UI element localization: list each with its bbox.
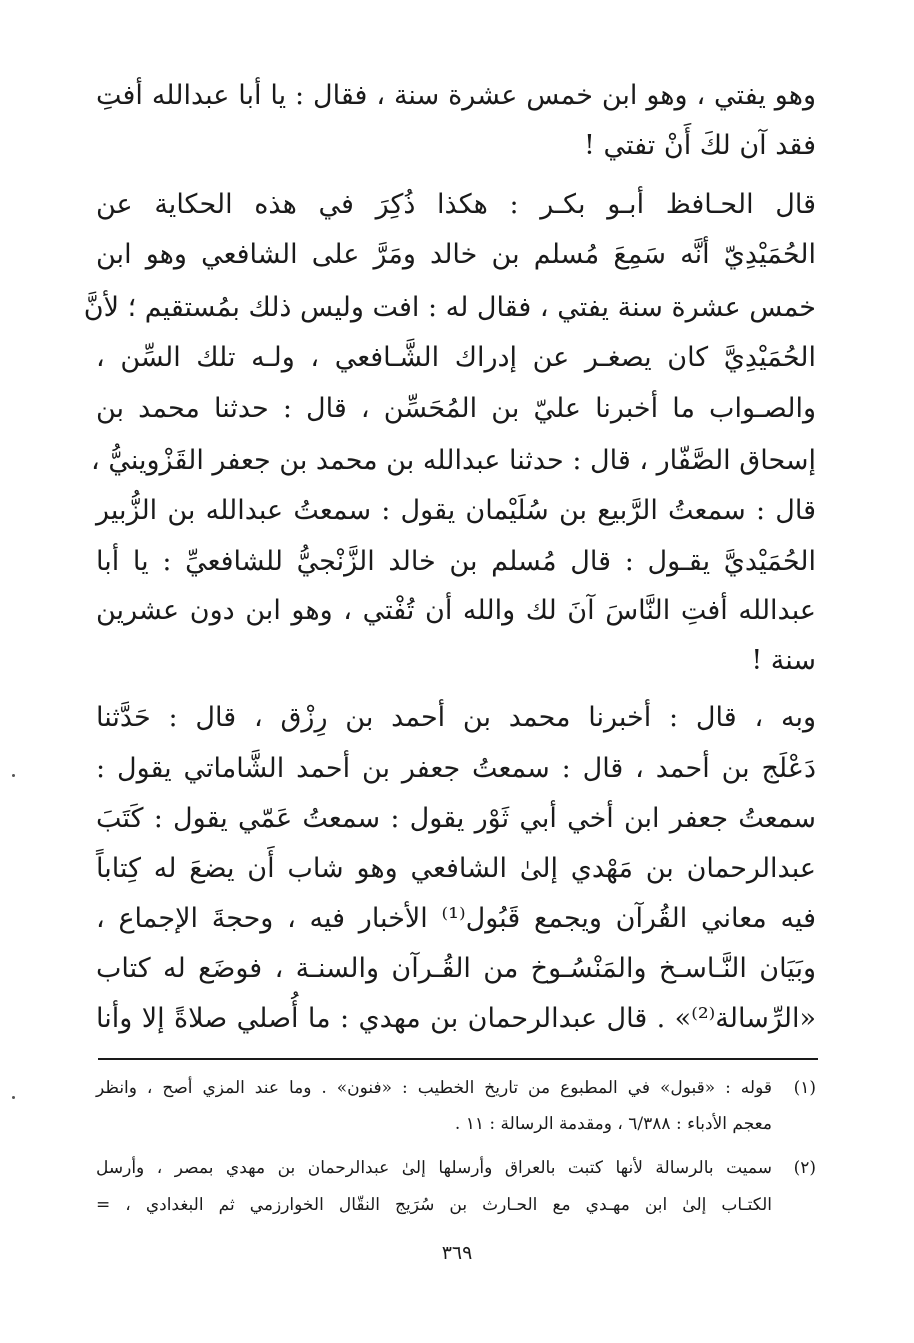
text-line: والصـواب ما أخبرنا عليّ بن المُحَسِّن ، قال : حدثنا محمد بن: [96, 393, 816, 424]
text-line: دَعْلَج بن أحمد ، قال : سمعتُ جعفر بن أحمد الشَّاماتي يقول :: [96, 753, 816, 784]
footnote-separator: [98, 1058, 818, 1060]
text-line: وهو يفتي ، وهو ابن خمس عشرة سنة ، فقال : يا أبا عبدالله أفتِ: [96, 80, 816, 111]
scan-speck: [12, 1096, 15, 1099]
footnote-line: الكتـاب إلىٰ ابن مهـدي مع الحـارث بن سُرَيج النقّال الخوارزمي ثم البغدادي ، =: [96, 1195, 772, 1215]
footnote-line: قوله : «قبول» في المطبوع من تاريخ الخطيب : «فنون» . وما عند المزي أصح ، وانظر: [96, 1078, 772, 1098]
scan-speck: [12, 774, 15, 777]
text-line: فيه معاني القُرآن ويجمع قَبُول⁽¹⁾ الأخبار فيه ، وحجةَ الإجماع ،: [96, 903, 816, 934]
text-line: «الرِّسالة⁽²⁾» . قال عبدالرحمان بن مهدي : ما أُصلي صلاةً إلا وأنا: [96, 1003, 816, 1034]
text-line: وبه ، قال : أخبرنا محمد بن أحمد بن رِزْق ، قال : حَدَّثنا: [96, 702, 816, 733]
footnote-line: سميت بالرسالة لأنها كتبت بالعراق وأرسلها إلىٰ عبدالرحمان بن مهدي بمصر ، وأرسل: [96, 1158, 772, 1178]
text-line: سمعتُ جعفر ابن أخي أبي ثَوْر يقول : سمعتُ عَمّي يقول : كَتَبَ: [96, 803, 816, 834]
text-line: فقد آن لكَ أَنْ تفتي !: [584, 130, 816, 161]
text-line: خمس عشرة سنة يفتي ، فقال له : افت وليس ذلك بمُستقيم ؛ لأنَّ: [83, 292, 816, 323]
text-line: عبدالله أفتِ النَّاسَ آنَ لك والله أن تُفْتي ، وهو ابن دون عشرين: [96, 595, 816, 626]
page-number: ٣٦٩: [441, 1242, 473, 1264]
text-line: عبدالرحمان بن مَهْدي إلىٰ الشافعي وهو شاب أَن يضعَ له كِتاباً: [96, 853, 816, 884]
footnote-line: معجم الأدباء : ٦/٣٨٨ ، ومقدمة الرسالة : ١١ .: [454, 1114, 772, 1134]
text-line: الحُمَيْدِيّ أنَّه سَمِعَ مُسلم بن خالد ومَرَّ على الشافعي وهو ابن: [96, 239, 816, 270]
text-line: قال الحـافظ أبـو بكـر : هكذا ذُكِرَ في هذه الحكاية عن: [96, 189, 816, 220]
text-line: قال : سمعتُ الرَّبيع بن سُلَيْمان يقول : سمعتُ عبدالله بن الزُّبير: [96, 495, 816, 526]
text-line: وبَيَان النَّـاسـخ والمَنْسُـوخ من القُـرآن والسنـة ، فوضَع له كتاب: [96, 953, 816, 984]
footnote-number: (١): [793, 1078, 816, 1098]
text-line: الحُمَيْديَّ يقـول : قال مُسلم بن خالد الزَّنْجيُّ للشافعيِّ : يا أبا: [96, 546, 816, 577]
text-line: الحُمَيْدِيَّ كان يصغـر عن إدراك الشَّـافعي ، ولـه تلك السِّن ،: [96, 342, 816, 373]
footnote-number: (٢): [793, 1158, 816, 1178]
text-line: سنة !: [751, 645, 816, 676]
text-line: إسحاق الصَّفّار ، قال : حدثنا عبدالله بن محمد بن جعفر القَزْوينيُّ ،: [91, 445, 816, 476]
